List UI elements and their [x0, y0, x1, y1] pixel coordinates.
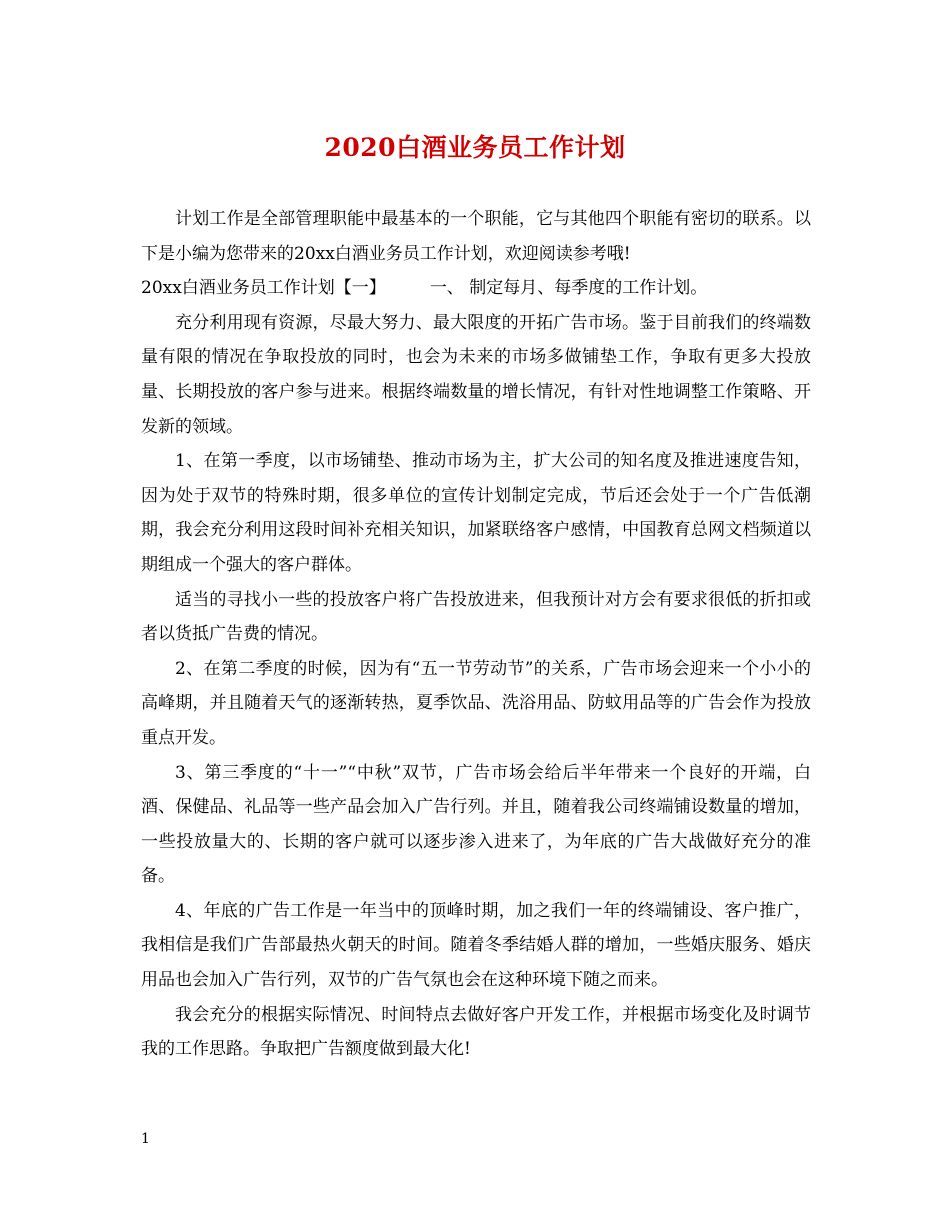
- intro-paragraph: 计划工作是全部管理职能中最基本的一个职能，它与其他四个职能有密切的联系。以下是小编为您带来的20xx白酒业务员工作计划，欢迎阅读参考哦!: [141, 209, 811, 264]
- document-body: [141, 202, 811, 1067]
- section-heading: [141, 271, 811, 306]
- strategy-paragraph: 充分利用现有资源，尽最大努力、最大限度的开拓广告市场。鉴于目前我们的终端数量有限的情况在争取投放的同时，也会为未来的市场多做铺垫工作，争取有更多大投放量、长期投放的客户参与进来。根据终端数量的增长情况，有针对性地调整工作策略、开发新的领域。: [141, 312, 811, 437]
- plan-label: 20xx白酒业务员工作计划【一】: [141, 278, 386, 299]
- first-quarter-paragraph: 1、在第一季度，以市场铺垫、推动市场为主，扩大公司的知名度及推进速度告知，因为处于双节的特殊时期，很多单位的宣传计划制定完成，节后还会处于一个广告低潮期，我会充分利用这段时间补充相关知识，加紧联络客户感情，中国教育总网文档频道以期组成一个强大的客户群体。: [141, 451, 811, 575]
- page-number: 1: [141, 1131, 150, 1147]
- document-title: 2020白酒业务员工作计划: [324, 133, 626, 162]
- small-clients-paragraph: 适当的寻找小一些的投放客户将广告投放进来，但我预计对方会有要求很低的折扣或者以货抵广告费的情况。: [141, 589, 811, 645]
- third-quarter-paragraph: 3、第三季度的“十一”“中秋”双节，广告市场会给后半年带来一个良好的开端，白酒、保健品、礼品等一些产品会加入广告行列。并且，随着我公司终端铺设数量的增加，一些投放量大的、长期的客户就可以逐步渗入进来了，为年底的广告大战做好充分的准备。: [141, 762, 811, 887]
- year-end-paragraph: 4、年底的广告工作是一年当中的顶峰时期，加之我们一年的终端铺设、客户推广，我相信是我们广告部最热火朝天的时间。随着冬季结婚人群的增加，一些婚庆服务、婚庆用品也会加入广告行列，双节的广告气氛也会在这种环境下随之而来。: [141, 900, 811, 991]
- second-quarter-paragraph: 2、在第二季度的时候，因为有“五一节劳动节”的关系，广告市场会迎来一个小小的高峰期，并且随着天气的逐渐转热，夏季饮品、洗浴用品、防蚊用品等的广告会作为投放重点开发。: [141, 658, 811, 748]
- plan-item-label: 一、 制定每月、每季度的工作计划。: [429, 278, 708, 299]
- closing-paragraph: 我会充分的根据实际情况、时间特点去做好客户开发工作，并根据市场变化及时调节我的工作思路。争取把广告额度做到最大化!: [141, 1004, 811, 1060]
